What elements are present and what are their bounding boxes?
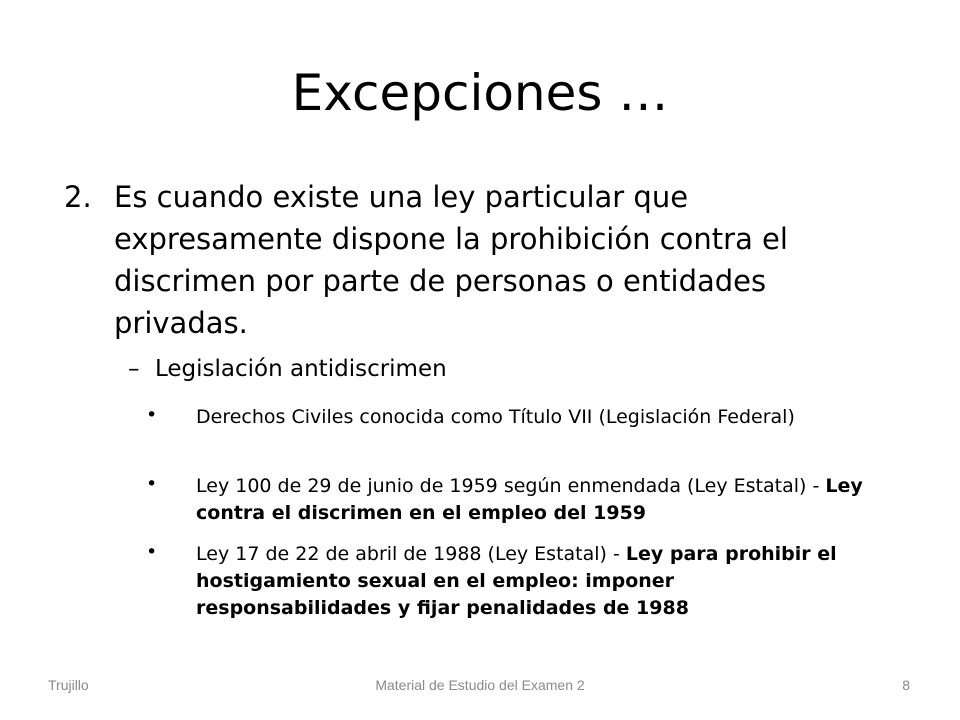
bullet-text xyxy=(196,541,866,622)
bullet-text xyxy=(196,404,866,431)
bullet-item xyxy=(146,541,866,622)
bullet-item xyxy=(146,404,866,431)
footer-author: Trujillo xyxy=(48,677,89,693)
bullet-plain-text: Derechos Civiles conocida como Título VII (Legislación Federal) xyxy=(196,406,795,428)
bullet-text xyxy=(196,473,866,527)
bullet-plain-text: Ley 100 de 29 de junio de 1959 según enmendada (Ley Estatal) - xyxy=(196,475,826,497)
dash-marker: – xyxy=(128,356,140,382)
bullet-item xyxy=(146,473,866,527)
sub-item-text: Legislación antidiscrimen xyxy=(155,356,447,382)
slide-title: Excepciones … xyxy=(291,64,669,122)
slide-number: 8 xyxy=(902,677,910,693)
list-item-2 xyxy=(64,176,864,344)
bullet-icon: • xyxy=(146,473,158,495)
list-item-text: Es cuando existe una ley particular que expresamente dispone la prohibición contra el discrimen por parte de personas o entidades privadas. xyxy=(114,180,788,340)
sub-item xyxy=(128,352,848,386)
footer-title: Material de Estudio del Examen 2 xyxy=(375,677,585,693)
bullet-bold-text: Ley contra el discrimen en el empleo del 1959 xyxy=(196,475,863,524)
bullet-icon: • xyxy=(146,541,158,563)
bullet-icon: • xyxy=(146,404,158,426)
bullet-bold-text: Ley para prohibir el hostigamiento sexual en el empleo: imponer responsabilidades y fijar penalidades de 1988 xyxy=(196,543,837,619)
bullet-plain-text: Ley 17 de 22 de abril de 1988 (Ley Estatal) - xyxy=(196,543,626,565)
list-number: 2. xyxy=(64,180,92,214)
